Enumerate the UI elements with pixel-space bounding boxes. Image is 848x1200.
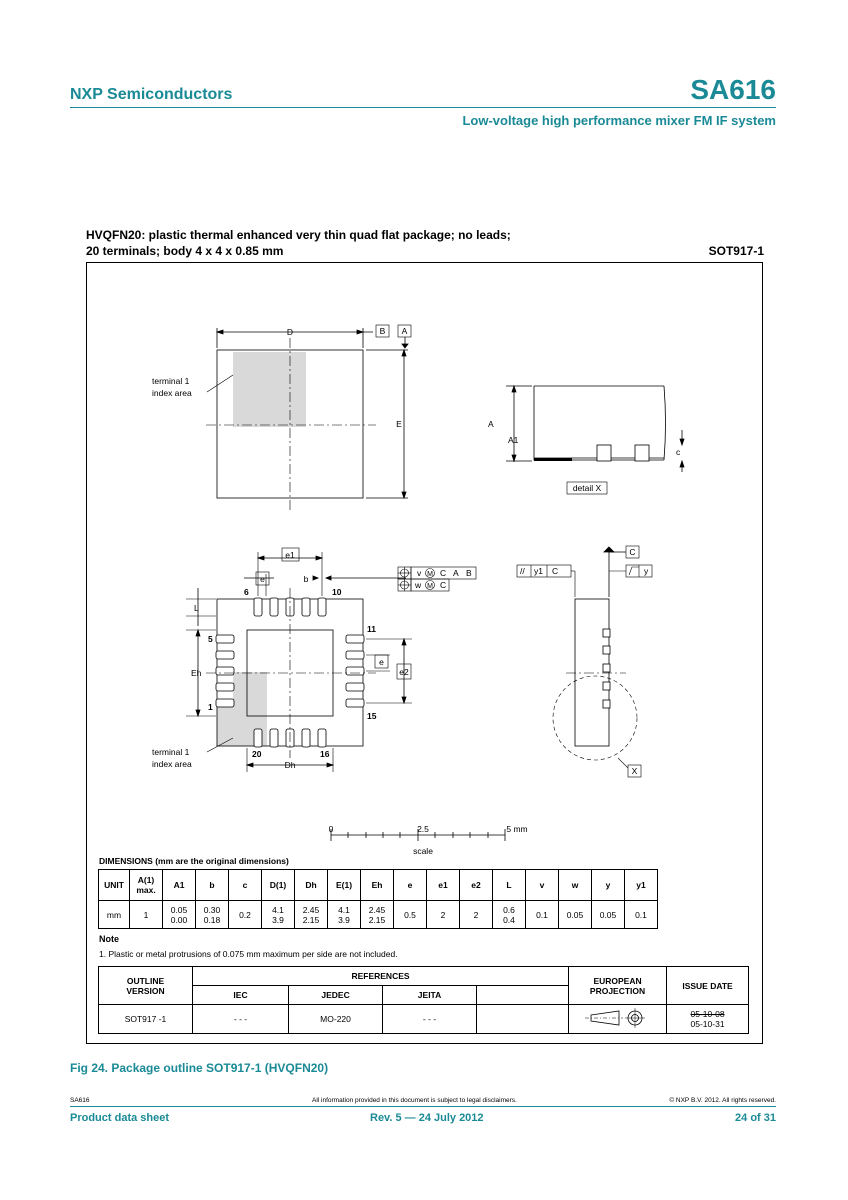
document-title: SA616 [690, 74, 776, 105]
dim-A1-label: A1 [508, 435, 519, 445]
td-a1 [163, 901, 196, 929]
pin-10: 10 [332, 587, 342, 597]
pin-11: 11 [367, 624, 376, 634]
terminal1-label-top: terminal 1 [152, 376, 190, 386]
td-issue-new: 05-10-31 [690, 1019, 725, 1029]
tol-y1-c: C [552, 566, 559, 576]
th-y: y [592, 870, 625, 901]
td-l [493, 901, 526, 929]
pin-6: 6 [244, 587, 249, 597]
td-y1: 0.1 [625, 901, 658, 929]
dim-D-label: D [286, 327, 294, 337]
td-eh-min: 2.15 [368, 914, 386, 925]
th-e-pitch: e [394, 870, 427, 901]
td-issue-old: 05-10-08 [690, 1009, 725, 1019]
th-european-projection [569, 967, 667, 1005]
td-jeita: - - - [383, 1005, 477, 1034]
bottom-view [152, 548, 476, 772]
scale-tick-2-5: 2.5 [417, 824, 429, 834]
tol-y: y [644, 566, 649, 576]
dim-E-label: E [396, 419, 402, 429]
tol-a1: A [453, 568, 459, 578]
company-name: NXP Semiconductors [70, 86, 233, 103]
td-e2: 2 [460, 901, 493, 929]
td-eh [361, 901, 394, 929]
th-version: VERSION [126, 985, 165, 996]
th-e: E(1) [328, 870, 361, 901]
td-l-max: 0.6 [503, 904, 515, 915]
package-title-line2: 20 terminals; body 4 x 4 x 0.85 mm [86, 244, 284, 258]
th-e1: e1 [427, 870, 460, 901]
note-heading: Note [99, 934, 119, 944]
td-d-min: 3.9 [272, 914, 284, 925]
scale-bar [329, 824, 528, 856]
td-d-max: 4.1 [272, 904, 284, 915]
scale-label: scale [413, 846, 433, 856]
index-area-shade [233, 352, 306, 427]
tol-m2: M [427, 583, 433, 590]
side-view-2-body [575, 599, 609, 746]
td-l-min: 0.4 [503, 914, 515, 925]
th-w: w [559, 870, 592, 901]
dim-e-label-top: e [260, 574, 265, 584]
tol-c1: C [440, 568, 447, 578]
footer-disclaimer: All information provided in this document is subject to legal disclaimers. [312, 1097, 517, 1104]
pin-5: 5 [208, 634, 213, 644]
th-l: L [493, 870, 526, 901]
th-v: v [526, 870, 559, 901]
header-rule [70, 107, 776, 108]
side-view-2 [517, 546, 652, 777]
td-version: SOT917 -1 [99, 1005, 193, 1034]
th-blank [477, 986, 569, 1005]
dim-Eh-label: Eh [191, 668, 202, 678]
dim-e-label-right: e [379, 657, 384, 667]
th-unit: UNIT [99, 870, 130, 901]
detail-x-marker: X [631, 766, 638, 776]
pin-1: 1 [208, 702, 213, 712]
package-code: SOT917-1 [708, 244, 764, 258]
td-b-min: 0.18 [203, 914, 221, 925]
td-e-min: 3.9 [338, 914, 350, 925]
dim-c-label: c [676, 447, 681, 457]
dimensions-title: DIMENSIONS (mm are the original dimensions) [99, 856, 289, 866]
figure-caption: Fig 24. Package outline SOT917-1 (HVQFN20) [70, 1061, 329, 1075]
pins-right [346, 635, 364, 707]
top-view [152, 325, 411, 512]
dimensions-mm-row [99, 901, 658, 929]
th-jedec: JEDEC [289, 986, 383, 1005]
footer-copyright: © NXP B.V. 2012. All rights reserved. [669, 1097, 776, 1104]
td-e-pitch: 0.5 [394, 901, 427, 929]
index-area-label-top: index area [152, 388, 192, 398]
document-subtitle: Low-voltage high performance mixer FM IF system [462, 113, 776, 128]
th-issue-date: ISSUE DATE [667, 967, 749, 1005]
th-y1: y1 [625, 870, 658, 901]
th-a: A(1) max. [130, 870, 163, 901]
terminal1-label-bottom: terminal 1 [152, 747, 190, 757]
datum-A: A [401, 326, 408, 336]
outline-data-row [99, 1005, 749, 1034]
th-european: EUROPEAN [593, 975, 642, 986]
tol-c2: C [440, 580, 447, 590]
projection-symbol-icon [583, 1007, 653, 1029]
td-w: 0.05 [559, 901, 592, 929]
th-dh: Dh [295, 870, 328, 901]
th-outline-version [99, 967, 193, 1005]
td-b [196, 901, 229, 929]
td-dh-max: 2.45 [302, 904, 320, 915]
dim-A-label: A [488, 419, 494, 429]
outline-table [98, 966, 749, 1034]
td-unit: mm [99, 901, 130, 929]
td-a1-min: 0.00 [170, 914, 188, 925]
scale-tick-5: 5 mm [506, 824, 528, 834]
td-jedec: MO-220 [289, 1005, 383, 1034]
td-e-max: 4.1 [338, 904, 350, 915]
tol-parallel: // [520, 566, 525, 576]
td-eh-max: 2.45 [368, 904, 386, 915]
dim-e1-label: e1 [285, 550, 295, 560]
scale-tick-0: 0 [328, 824, 334, 834]
th-jeita: JEITA [383, 986, 477, 1005]
th-c: c [229, 870, 262, 901]
tol-b1: B [466, 568, 472, 578]
outline-header-row-1 [99, 967, 749, 986]
tol-m1: M [427, 571, 433, 578]
index-area-label-bottom: index area [152, 759, 192, 769]
td-blank [477, 1005, 569, 1034]
dim-Dh-label: Dh [284, 760, 296, 770]
dim-L-label: L [194, 603, 199, 613]
package-title-line1: HVQFN20: plastic thermal enhanced very thin quad flat package; no leads; [86, 228, 511, 242]
datum-C: C [629, 547, 636, 557]
detail-x-label: detail X [572, 483, 602, 493]
tol-y1: y1 [534, 566, 543, 576]
th-references: REFERENCES [193, 967, 569, 986]
footer-doc-type: Product data sheet [70, 1112, 170, 1124]
dim-e2-label: e2 [399, 667, 409, 677]
pin-15: 15 [367, 711, 377, 721]
footer-rule [70, 1106, 776, 1107]
td-e1: 2 [427, 901, 460, 929]
td-d [262, 901, 295, 929]
td-dh-min: 2.15 [302, 914, 320, 925]
dimensions-header-row [99, 870, 658, 901]
td-e [328, 901, 361, 929]
dimensions-table [98, 869, 658, 929]
td-c: 0.2 [229, 901, 262, 929]
th-e2: e2 [460, 870, 493, 901]
th-eh: Eh [361, 870, 394, 901]
pins-left [216, 635, 234, 707]
datum-B: B [379, 326, 386, 336]
td-y: 0.05 [592, 901, 625, 929]
td-issue [667, 1005, 749, 1034]
th-b: b [196, 870, 229, 901]
pin-20: 20 [252, 749, 262, 759]
tol-w: w [415, 580, 422, 590]
pin-16: 16 [320, 749, 330, 759]
td-a: 1 [130, 901, 163, 929]
footer-doc-id: SA616 [70, 1097, 90, 1104]
th-d: D(1) [262, 870, 295, 901]
td-dh [295, 901, 328, 929]
td-v: 0.1 [526, 901, 559, 929]
td-b-max: 0.30 [203, 904, 221, 915]
td-projection [569, 1005, 667, 1034]
td-iec: - - - [193, 1005, 289, 1034]
note-1: 1. Plastic or metal protrusions of 0.075 mm maximum per side are not included. [99, 949, 398, 959]
dim-b-label: b [303, 574, 309, 584]
th-outline: OUTLINE [126, 975, 165, 986]
detail-circle [553, 676, 637, 760]
td-a1-max: 0.05 [170, 904, 188, 915]
tol-v: v [417, 568, 422, 578]
footer-revision: Rev. 5 — 24 July 2012 [370, 1112, 484, 1124]
footer-page-number: 24 of 31 [735, 1112, 776, 1124]
th-a1: A1 [163, 870, 196, 901]
th-projection: PROJECTION [589, 985, 646, 996]
th-iec: IEC [193, 986, 289, 1005]
side-view [488, 386, 684, 494]
